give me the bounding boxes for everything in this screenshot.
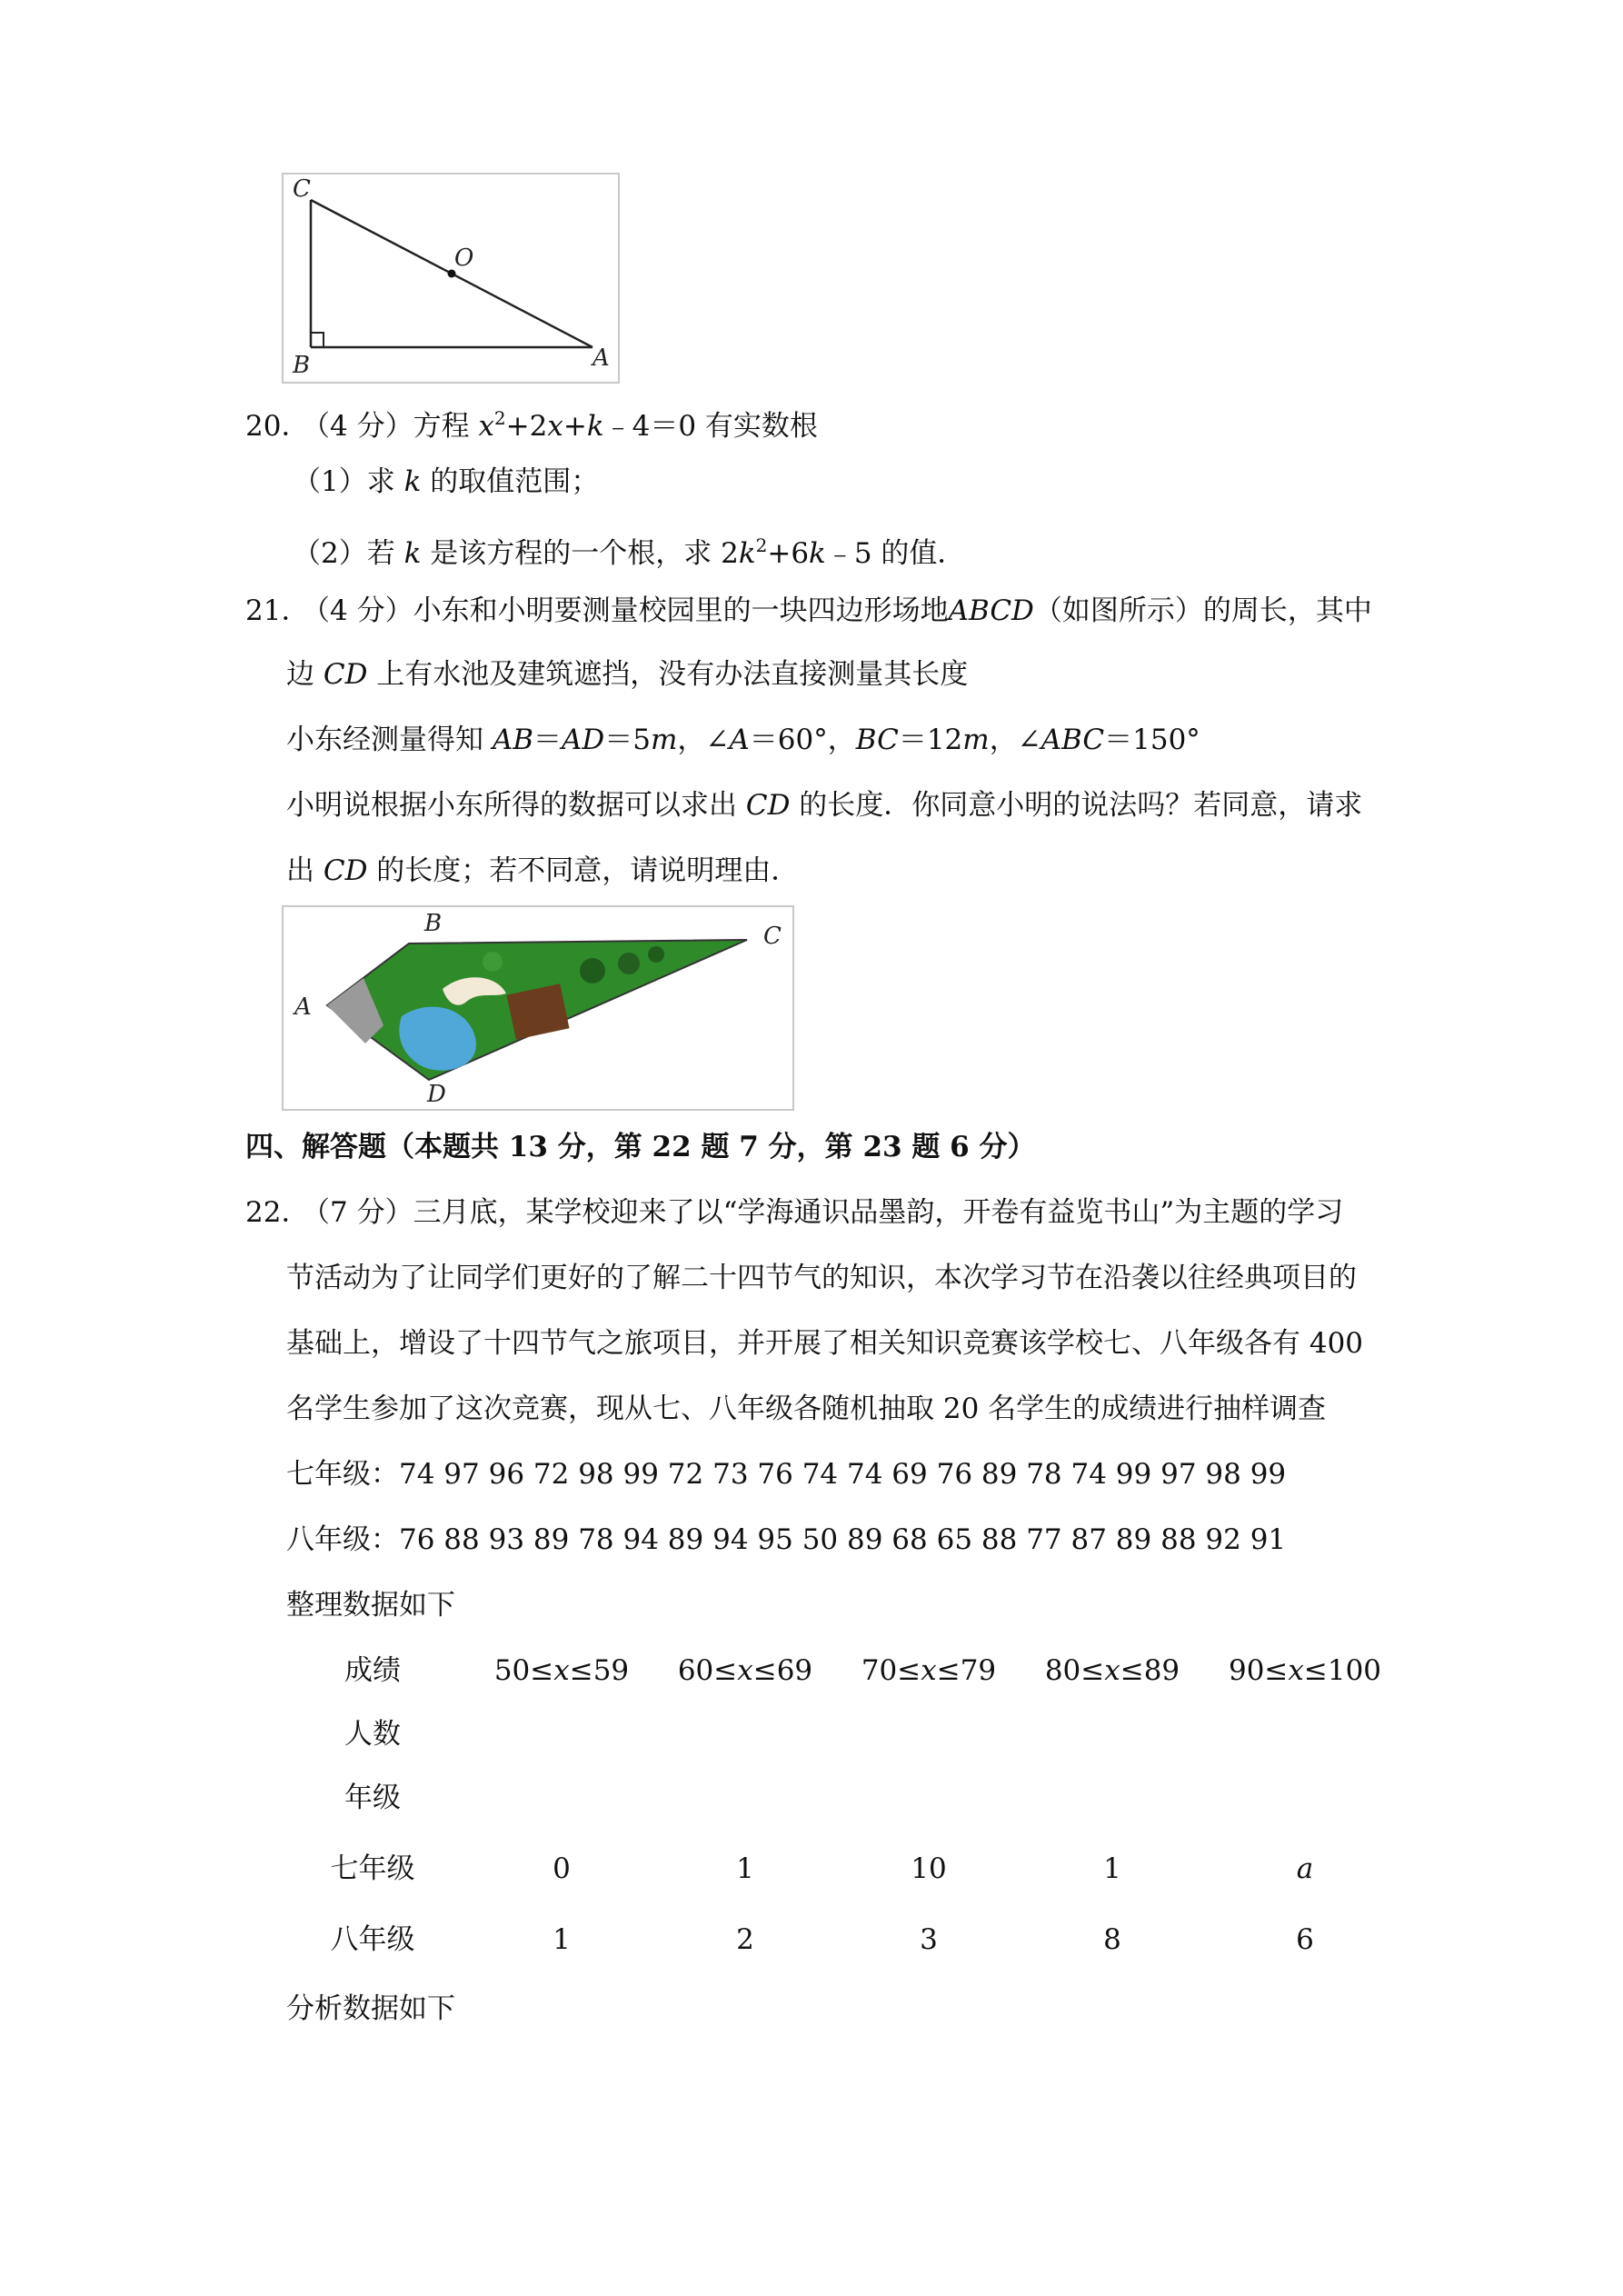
q20-score: （4 分） <box>302 410 413 443</box>
garden-figure <box>282 905 794 1111</box>
header-cell: 50≤x≤59 <box>493 1654 630 1687</box>
label-o: O <box>454 245 474 272</box>
label-a: A <box>592 344 610 372</box>
q21-score: （4 分） <box>302 594 413 627</box>
table-cell: 2 <box>736 1923 754 1956</box>
label-a: A <box>294 993 312 1021</box>
table-cell: 6 <box>1296 1923 1314 1956</box>
q21-number: 21． <box>245 594 310 627</box>
label-c: C <box>293 175 311 203</box>
q21-line2: 边 CD 上有水池及建筑遮挡，没有办法直接测量其长度 <box>286 658 969 691</box>
q20-part1: （1）求 k 的取值范围； <box>293 465 600 498</box>
header-cell: 80≤x≤89 <box>1044 1654 1180 1687</box>
table-cell: 1 <box>736 1852 754 1885</box>
tree <box>648 946 664 963</box>
corner-count: 人数 <box>344 1718 401 1751</box>
label-b: B <box>293 352 311 379</box>
q21-line3: 小东经测量得知 AB＝AD＝5m，∠A＝60°，BC＝12m，∠ABC＝150° <box>286 724 1200 756</box>
row-label-grade8: 八年级 <box>330 1923 415 1956</box>
corner-score: 成绩 <box>344 1654 401 1687</box>
tree <box>618 953 640 974</box>
q22-line4: 名学生参加了这次竞赛，现从七、八年级各随机抽取 20 名学生的成绩进行抽样调查 <box>286 1393 1327 1425</box>
header-cell: 70≤x≤79 <box>861 1654 997 1687</box>
table-cell: 1 <box>1103 1852 1121 1885</box>
right-angle-mark <box>311 333 324 347</box>
header-cell: 60≤x≤69 <box>677 1654 813 1687</box>
q22-line3: 基础上，增设了十四节气之旅项目，并开展了相关知识竞赛该学校七、八年级各有 400 <box>286 1327 1364 1360</box>
tree <box>483 952 503 972</box>
table-cell: 8 <box>1103 1923 1121 1956</box>
garden-diagram <box>284 907 792 1109</box>
table-cell: 0 <box>553 1852 571 1885</box>
triangle-diagram <box>284 175 618 382</box>
q20-part2: （2）若 k 是该方程的一个根，求 $2k^2+6k﹣5$ 的值． <box>293 534 966 570</box>
tree <box>580 958 605 983</box>
q20-number: 20． <box>245 410 310 443</box>
label-b: B <box>424 910 443 937</box>
q22-line2: 节活动为了让同学们更好的了解二十四节气的知识，本次学习节在沿袭以往经典项目的 <box>286 1262 1357 1294</box>
q22-line1: 22．（7 分）三月底，某学校迎来了以“学海通识品墨韵，开卷有益览书山”为主题的学习 <box>245 1196 1344 1229</box>
analyze-label: 分析数据如下 <box>286 1992 455 2025</box>
row-label-grade7: 七年级 <box>330 1852 415 1885</box>
label-d: D <box>427 1081 446 1108</box>
label-c: C <box>763 923 782 950</box>
q22-number: 22． <box>245 1196 310 1229</box>
organize-label: 整理数据如下 <box>286 1589 455 1622</box>
corner-grade: 年级 <box>344 1782 401 1814</box>
grade7-scores: 七年级：74 97 96 72 98 99 72 73 76 74 74 69 76 89 78 74 99 97 98 99 <box>286 1458 1287 1491</box>
header-cell: 90≤x≤100 <box>1228 1654 1382 1687</box>
q21-line4: 小明说根据小东所得的数据可以求出 CD 的长度．你同意小明的说法吗？若同意，请求 <box>286 789 1363 822</box>
table-cell: 3 <box>920 1923 938 1956</box>
table-cell: 1 <box>553 1923 571 1956</box>
triangle-figure <box>282 173 620 384</box>
grade8-scores: 八年级：76 88 93 89 78 94 89 94 95 50 89 68 65 88 77 87 89 88 92 91 <box>286 1523 1287 1556</box>
section-heading: 四、解答题（本题共 13 分，第 22 题 7 分，第 23 题 6 分） <box>245 1131 1036 1163</box>
q21-line1: 21．（4 分）小东和小明要测量校园里的一块四边形场地ABCD（如图所示）的周长，其中 <box>245 594 1372 627</box>
q21-line5: 出 CD 的长度；若不同意，请说明理由． <box>286 854 800 887</box>
q22-score: （7 分） <box>302 1196 413 1229</box>
table-cell: 10 <box>911 1852 947 1885</box>
table-cell: a <box>1296 1852 1314 1885</box>
q20-stem: 20．（4 分）方程 $x^2+2x+k﹣4=0$ 有实数根 <box>245 407 818 443</box>
